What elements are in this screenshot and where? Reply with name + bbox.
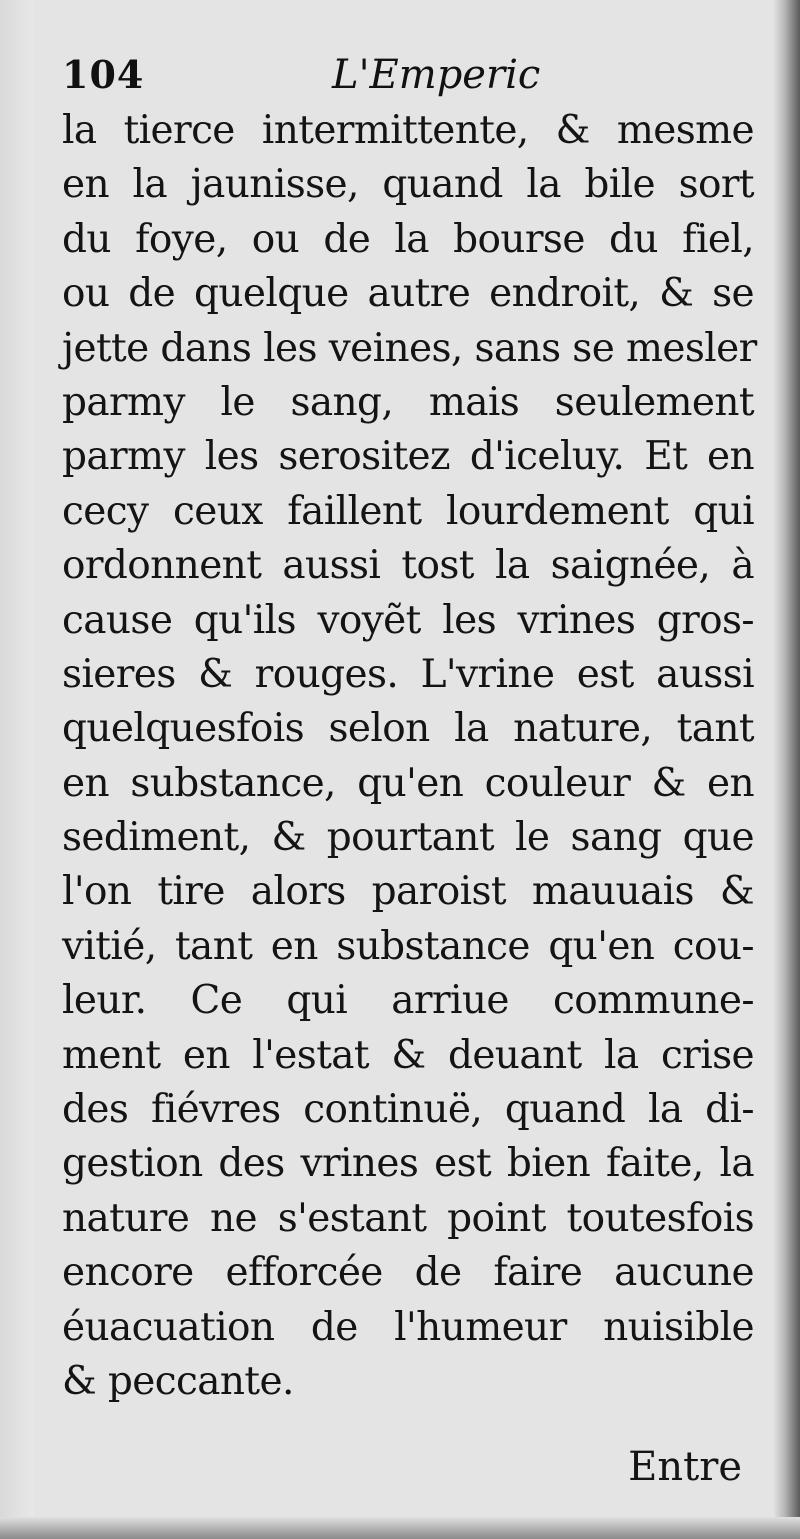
text-line: en substance, qu'en couleur & en <box>62 760 754 806</box>
body-text <box>62 104 757 1409</box>
text-line: l'on tire alors paroist mauuais & <box>62 869 754 915</box>
text-line: éuacuation de l'humeur nuisible <box>62 1304 754 1350</box>
text-line: gestion des vrines est bien faite, la <box>62 1141 754 1187</box>
page-number: 104 <box>62 52 145 97</box>
text-line: ou de quelque autre endroit, & se <box>62 271 754 317</box>
text-line: ordonnent aussi tost la saignée, à <box>62 543 754 589</box>
text-line: & peccante. <box>62 1358 294 1404</box>
text-line: leur. Ce qui arriue commune- <box>62 978 754 1024</box>
text-line: la tierce intermittente, & mesme <box>62 108 754 153</box>
text-line: des fiévres continuë, quand la di- <box>62 1087 754 1133</box>
text-line: sieres & rouges. L'vrine est aussi <box>62 651 754 697</box>
text-line: vitié, tant en substance qu'en cou- <box>62 923 754 969</box>
text-line: quelquesfois selon la nature, tant <box>62 706 754 752</box>
scan-right-shadow <box>774 0 800 1539</box>
text-line: cause qu'ils voyẽt les vrines gros- <box>62 597 754 643</box>
text-line: encore efforcée de faire aucune <box>62 1250 754 1296</box>
text-line: en la jaunisse, quand la bile sort <box>62 162 754 208</box>
text-line: parmy le sang, mais seulement <box>62 379 754 425</box>
text-line: sediment, & pourtant le sang que <box>62 815 754 861</box>
text-line: jette dans les veines, sans se mesler <box>62 325 757 371</box>
catchword: Entre <box>628 1444 742 1490</box>
text-line: du foye, ou de la bourse du fiel, <box>62 216 754 262</box>
scan-bottom-shadow <box>0 1517 800 1539</box>
running-head: L'Emperic <box>332 52 541 98</box>
text-line: ment en l'estat & deuant la crise <box>62 1032 754 1078</box>
page-header <box>62 52 752 112</box>
text-line: cecy ceux faillent lourdement qui <box>62 488 754 534</box>
text-line: nature ne s'estant point toutesfois <box>62 1195 754 1241</box>
text-line: parmy les serositez d'iceluy. Et en <box>62 434 754 480</box>
scan-left-margin <box>0 0 34 1539</box>
